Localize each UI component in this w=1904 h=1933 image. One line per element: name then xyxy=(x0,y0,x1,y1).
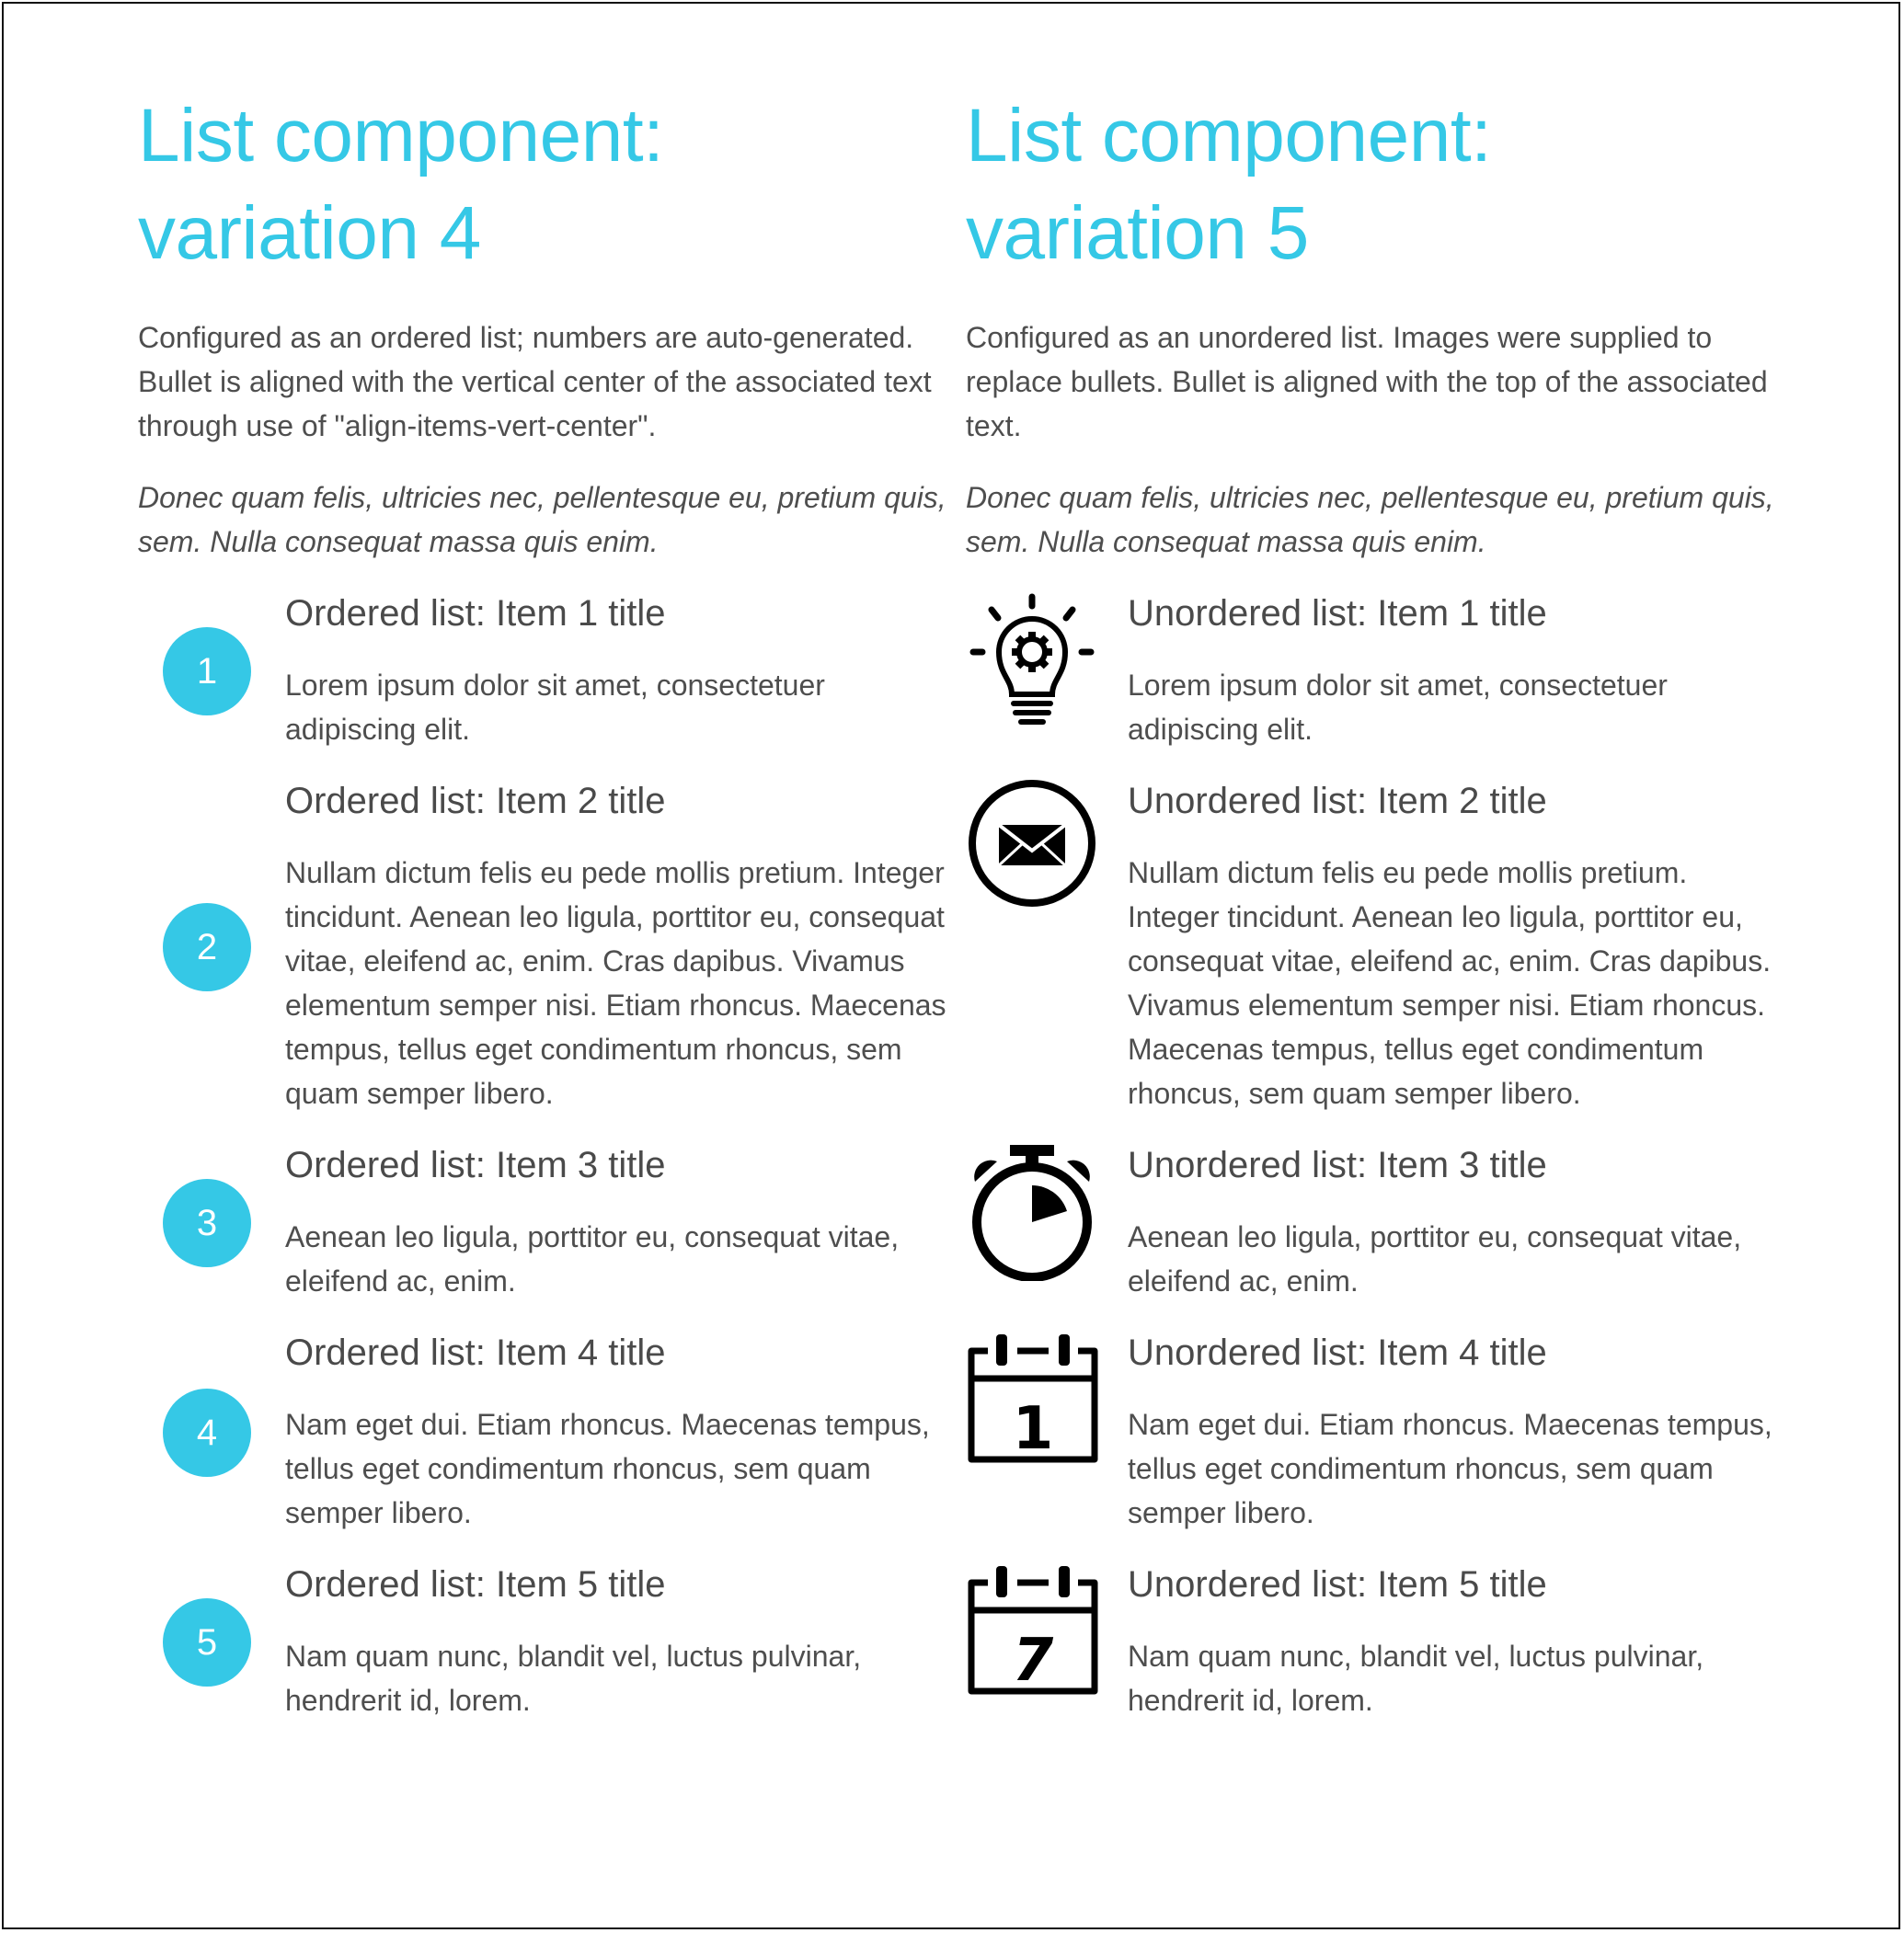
item-body xyxy=(285,1562,947,1722)
item-text: Nam eget dui. Etiam rhoncus. Maecenas tempus, tellus eget condimentum rhoncus, sem quam semper libero. xyxy=(285,1408,930,1529)
item-text: Lorem ipsum dolor sit amet, consectetuer adipiscing elit. xyxy=(1128,669,1668,746)
calendar-day-icon xyxy=(966,1562,1098,1700)
variation-5-italic-text: Donec quam felis, ultricies nec, pellentesque eu, pretium quis, sem. Nulla consequat massa quis enim. xyxy=(966,481,1774,558)
list-item xyxy=(138,1562,947,1722)
list-item xyxy=(138,591,947,751)
bullet-slot xyxy=(138,1598,285,1687)
envelope-circle-icon xyxy=(966,779,1098,917)
variation-4-section xyxy=(138,87,947,1750)
title-line-1: List component: xyxy=(966,94,1492,177)
bullet-slot xyxy=(138,1179,285,1267)
unordered-list xyxy=(966,591,1775,1722)
item-text: Nullam dictum felis eu pede mollis pretium. Integer tincidunt. Aenean leo ligula, porttitor eu, consequat vitae, eleifend ac, enim. Cras dapibus. Vivamus elementum semper nisi. Etiam rhoncus. Maecenas tempus, tellus eget condimentum rhoncus, sem quam semper libero. xyxy=(1128,856,1772,1110)
item-title: Ordered list: Item 4 title xyxy=(285,1333,666,1373)
item-body xyxy=(1113,779,1775,1115)
item-body xyxy=(1113,1143,1775,1303)
list-item xyxy=(966,1143,1775,1303)
list-item xyxy=(966,1331,1775,1535)
list-item xyxy=(966,1562,1775,1722)
item-body xyxy=(285,1331,947,1535)
item-text: Nam quam nunc, blandit vel, luctus pulvinar, hendrerit id, lorem. xyxy=(1128,1640,1704,1717)
list-item xyxy=(138,1331,947,1535)
item-title: Ordered list: Item 3 title xyxy=(285,1145,666,1185)
bullet-slot xyxy=(966,779,1113,917)
list-item xyxy=(138,779,947,1115)
item-text: Aenean leo ligula, porttitor eu, consequat vitae, eleifend ac, enim. xyxy=(1128,1220,1742,1298)
item-text: Nam eget dui. Etiam rhoncus. Maecenas tempus, tellus eget condimentum rhoncus, sem quam semper libero. xyxy=(1128,1408,1772,1529)
item-title: Unordered list: Item 1 title xyxy=(1128,593,1547,634)
calendar-day-number: 1 xyxy=(1012,1395,1054,1463)
item-body xyxy=(285,779,947,1115)
variation-5-section xyxy=(966,87,1775,1750)
item-body xyxy=(285,1143,947,1303)
bullet-slot xyxy=(138,903,285,991)
item-text: Aenean leo ligula, porttitor eu, consequat vitae, eleifend ac, enim. xyxy=(285,1220,900,1298)
number-bullet: 4 xyxy=(163,1389,251,1477)
item-title: Ordered list: Item 1 title xyxy=(285,593,666,634)
variation-4-title xyxy=(138,87,947,282)
bullet-slot xyxy=(966,1143,1113,1281)
bullet-slot xyxy=(138,1389,285,1477)
title-line-1: List component: xyxy=(138,94,664,177)
item-title: Unordered list: Item 3 title xyxy=(1128,1145,1547,1185)
stopwatch-icon xyxy=(966,1143,1098,1281)
title-line-2: variation 5 xyxy=(966,191,1309,275)
calendar-day-number: 7 xyxy=(1012,1627,1054,1695)
item-text: Nam quam nunc, blandit vel, luctus pulvinar, hendrerit id, lorem. xyxy=(285,1640,862,1717)
bullet-slot xyxy=(966,591,1113,729)
title-line-2: variation 4 xyxy=(138,191,481,275)
item-title: Unordered list: Item 5 title xyxy=(1128,1564,1547,1605)
item-text: Lorem ipsum dolor sit amet, consectetuer adipiscing elit. xyxy=(285,669,825,746)
item-title: Unordered list: Item 4 title xyxy=(1128,1333,1547,1373)
number-bullet: 1 xyxy=(163,627,251,715)
list-item xyxy=(966,779,1775,1115)
lightbulb-gear-icon xyxy=(966,591,1098,729)
item-body xyxy=(1113,1331,1775,1535)
item-title: Ordered list: Item 5 title xyxy=(285,1564,666,1605)
variation-5-description: Configured as an unordered list. Images were supplied to replace bullets. Bullet is aligned with the top of the associated text. xyxy=(966,321,1768,442)
item-text: Nullam dictum felis eu pede mollis pretium. Integer tincidunt. Aenean leo ligula, porttitor eu, consequat vitae, eleifend ac, enim. Cras dapibus. Vivamus elementum semper nisi. Etiam rhoncus. Maecenas tempus, tellus eget condimentum rhoncus, sem quam semper libero. xyxy=(285,856,946,1110)
number-bullet: 5 xyxy=(163,1598,251,1687)
bullet-slot xyxy=(138,627,285,715)
bullet-slot xyxy=(966,1562,1113,1700)
list-item xyxy=(138,1143,947,1303)
item-title: Unordered list: Item 2 title xyxy=(1128,781,1547,821)
calendar-day-icon xyxy=(966,1331,1098,1469)
ordered-list xyxy=(138,591,947,1722)
item-body xyxy=(1113,591,1775,751)
item-title: Ordered list: Item 2 title xyxy=(285,781,666,821)
variation-4-italic-text: Donec quam felis, ultricies nec, pellentesque eu, pretium quis, sem. Nulla consequat massa quis enim. xyxy=(138,481,946,558)
variation-4-description: Configured as an ordered list; numbers are auto-generated. Bullet is aligned with the vertical center of the associated text through use of "align-items-vert-center". xyxy=(138,321,932,442)
variation-5-title xyxy=(966,87,1775,282)
number-bullet: 2 xyxy=(163,903,251,991)
bullet-slot xyxy=(966,1331,1113,1469)
list-item xyxy=(966,591,1775,751)
item-body xyxy=(1113,1562,1775,1722)
item-body xyxy=(285,591,947,751)
number-bullet: 3 xyxy=(163,1179,251,1267)
